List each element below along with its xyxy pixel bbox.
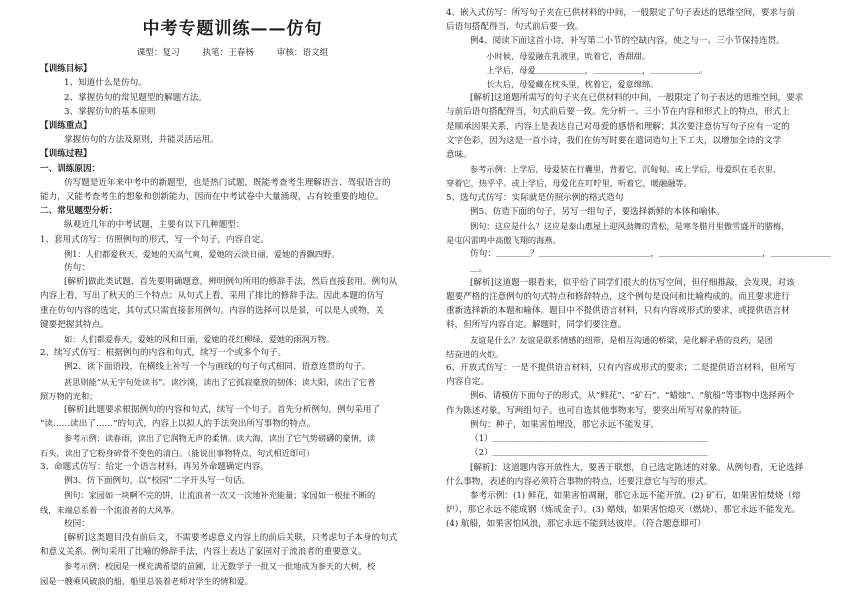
right-text-line: 仿句：＿＿＿＿？＿＿＿＿＿＿＿＿＿＿＿＿＿，＿＿＿＿＿＿＿＿＿＿＿＿，＿＿＿＿＿＿＿＿。 (470, 249, 831, 274)
left-text-line: 【训练过程】 (40, 149, 92, 160)
left-text-line: 掌握仿句的方法及原则，并能灵活运用。 (64, 135, 219, 146)
right-text-line: （2）＿＿＿＿＿＿＿＿＿＿＿＿＿＿＿＿＿＿＿＿＿＿＿＿＿ (470, 448, 708, 459)
lesson-reviewer: 审核：语文组 (276, 48, 329, 58)
lesson-teacher: 执笔：王春杨 (202, 48, 254, 58)
right-text-line: 4、嵌入式仿写：所写句子夹在已供材料的中间，一般限定了句子表达的思维空间，要求与前 (446, 8, 796, 18)
left-text-line: 重在仿句内容的选定，其句式只需直接套用例句。内容的选择可以是景，可以是人或物，关 (40, 305, 384, 316)
left-text-line: 仿句： (64, 263, 90, 274)
left-text-line: 1、知道什么是仿句。 (64, 78, 147, 89)
page-title: 中考专题训练——仿句 (142, 19, 323, 39)
right-text-line: 什么事物，表述的内容必须符合事物的特点，还要注意它与写的形式。 (446, 476, 713, 487)
left-text-line: 校园： (64, 518, 90, 529)
right-text-line: 文字色彩，因为这是一首小诗，我们在仿写时要在遣词造句上下工夫，以增加全诗的文学 (446, 135, 782, 146)
right-text-line: 与前后语句搭配得当，句式前后要一致。先分析一、三小节在内容和形式上的特点，形式上 (446, 107, 790, 118)
left-text-line: 甚思则能“从无字句处读书”。读沙漠，读出了它孤寂豪放的韧体；读大阳，读出了它普 (64, 376, 376, 387)
right-text-line: 5、选句式仿写：实际就是仿照示例的格式造句 (446, 192, 624, 203)
left-text-line: 线，末端总系着一个流浪者的大风筝。 (40, 504, 180, 515)
left-text-line: 3、掌握仿句的基本原则 (64, 106, 156, 117)
right-text-line: 例句：这应是什么？这应是泰山惠屋上迎风劲舞的青松，是寒冬腊月里傲雪盛开的腊梅， (470, 221, 790, 232)
right-text-line: 穿着它，热乎乎。或上学后，母爱化在叮咛里，听着它，暖融融等。 (446, 178, 692, 189)
right-text-line: 料，但所写内容自定。解题时，同学们要注意。 (446, 320, 627, 331)
right-text-line: 结奋进的火炬。 (446, 348, 504, 359)
right-text-line: 作为陈述对象，写两组句子。也可自选其他事物来写，要突出所写对象的特征。 (446, 405, 747, 416)
left-text-line: 园是一艘乘风破浪的船，船里总装着老师对学生的情和爱。 (40, 575, 253, 586)
left-text-line: [解析]此题要求根据例句的内容和句式，续写一个句子。首先分析例句，例句采用了 (64, 405, 381, 416)
left-text-line: 键要把握其特点。 (40, 319, 109, 330)
left-text-line: 石头，读出了它粉身碎骨不变色的清白。（能说出事物特点，句式相近即可） (40, 447, 315, 458)
left-text-line: 和意义关系。例句采用了比喻的修辞手法，内容上表达了家园对于流浪者的重要意义。 (40, 547, 367, 558)
left-text-line: 例3、仿下面例句，以“校园”二字开头写一句话。 (64, 476, 251, 487)
lesson-type: 课型：复习 (136, 48, 180, 58)
right-text-line: 后语句搭配得当，句式前后要一致。 (446, 22, 584, 33)
right-text-line: 是顺承因果关系，内容上是表达自己对母爱的感悟和理解；其次要注意仿写句子应有一定的 (446, 121, 790, 132)
right-text-line: 例5、仿造下面的句子，另写一组句子，要选择新鲜的本体和喻体。 (470, 206, 725, 217)
right-text-line: 小时候，母爱融在乳液里，吮着它，香甜甜。 (470, 50, 651, 61)
right-text-line: 重新选择新的本题和喻体。题目中不提供语言材料，只有内容或形式的要求，或提供语言材 (446, 306, 790, 317)
left-text-line: 【训练目标】 (40, 64, 92, 75)
right-text-line: 参考示例：上学后，母爱装在行囊里，背着它，沉甸甸。或上学后，母爱织在毛衣里， (470, 164, 782, 175)
left-text-line: [解析]做此类试题，首先要明确题意，辨明例句所用的修辞手法，然后直接套用。例句从 (64, 277, 398, 288)
right-text-line: （1）＿＿＿＿＿＿＿＿＿＿＿＿＿＿＿＿＿＿＿＿＿＿＿＿＿ (470, 434, 708, 445)
right-text-line: 6、开放式仿写：一是不提供语言材料，只有内容或形式的要求；二是提供语言材料，但所写 (446, 363, 796, 374)
left-text-line: 2、续写式仿写：根据例句的内容和句式，续写一个或多个句子。 (40, 348, 287, 359)
left-text-line: “读……读出了……”的句式，内容上以拟人的手法突出所写事物的特点。 (40, 419, 316, 430)
right-text-body (446, 6, 838, 532)
left-text-line: [解析]这类题目没有前后文，不需要考虑意义内容上的前后关联，只考虑句子本身的句式 (64, 532, 398, 543)
right-text-line: [解析]这道题一眼看来，似乎给了同学们很大的仿写空间，但仔细推敲，会发现，对该 (470, 277, 795, 288)
right-text-line: 友谊是什么？友谊是联系情感的纽带，是相互沟通的桥梁，是化解矛盾的良药，是团 (470, 334, 773, 345)
right-text-line: 炉），那它永远不能成钢（炼成金子）。(3) 蜡烛，如果害怕熄灭（燃烧），那它永远不能发光。 (446, 505, 801, 516)
left-text-line: 如：人们都爱春天，爱她的风和日丽，爱她的花红柳绿，爱她的雨润万物。 (64, 334, 335, 345)
left-text-line: 3、命题式仿写：给定一个语言材料，再另外命题确定内容。 (40, 461, 269, 472)
left-column (40, 46, 425, 588)
right-text-line: 内容自定。 (446, 377, 489, 388)
left-text-line: 照万物的光和； (40, 390, 98, 401)
left-text-line: 例1：人们都爱秋天，爱她的天高气爽，爱她的云淡日丽，爱她的香飘四野。 (64, 248, 340, 259)
right-text-line: 题要严格的注意例句的句式特点和修辞特点，这个例句是设问和比喻构成的。而且要求进行 (446, 292, 790, 303)
right-text-line: 参考示例：(1) 鲜花，如果害怕凋谢，那它永远不能开放。(2) 矿石，如果害怕焚烧（熔 (470, 490, 801, 501)
right-text-line: 意味。 (446, 150, 472, 161)
left-text-line: 1、套用式仿写：仿照例句的形式，写一个句子，内容自定。 (40, 234, 269, 245)
left-text-line: 例句：家园如一块啊不完的饼，让流浪者一次又一次地补充能量；家园如一根扯不断的 (64, 490, 376, 501)
right-text-line: 是屯闪雷鸣中高傲飞翔的海燕。 (446, 235, 561, 246)
left-text-line: 例2、读下面语段，在横线上补写一个与画线的句子句式相同、语意连贯的句子。 (64, 362, 371, 373)
right-text-line: 例句：种子，如果害怕埋没，那它永远不能发芽。 (470, 419, 660, 430)
left-text-line: 【训练重点】 (40, 121, 92, 132)
right-text-line: 例4、阅读下面这首小诗，补写第二小节的空缺内容，使之与一、三小节保持连贯。 (470, 36, 785, 47)
left-text-line: 能力，又能考查考生的想象和创新能力，因而在中考试卷中大量涌现，占有较重要的地位。 (40, 192, 384, 203)
left-text-line: 二、常见题型分析： (40, 206, 118, 217)
right-text-line: 长大后，母爱藏在枕头里，枕着它，爱意绵绵。 (470, 79, 659, 90)
left-text-line: 参考示例：读春雨，读出了它润物无声的柔情。读大海，读出了它气势磅礴的豪情，读 (64, 433, 376, 444)
left-text-line: 参考示例：校园是一棵充满希望的苗圃，让无数学子一批又一批地成为参天的大树，校 (64, 561, 376, 572)
lesson-meta (40, 46, 425, 60)
left-text-line: 仿写题是近年来中考中的新题型，也是热门试题，既能考查考生理解语言、驾驭语言的 (64, 177, 391, 188)
right-text-line: 例6、请模仿下面句子的形式，从“鲜花”、“矿石”、“蜡烛”、“航船”等事物中选择两个 (470, 391, 795, 402)
right-text-line: 上学后，母爱＿＿＿＿＿＿，＿＿＿＿＿＿，＿＿＿＿＿＿。 (470, 64, 708, 75)
right-column (446, 6, 838, 532)
left-text-line: 纵观近几年的中考试题，主要有以下几种题型： (64, 220, 245, 231)
left-text-body (40, 62, 425, 588)
left-text-line: 一、训练原因： (40, 163, 101, 174)
left-text-line: 2、掌握仿句的常见题型的解题方法。 (64, 92, 207, 103)
right-text-line: [解析]：这道题内容开放性大，要善于联想，自己选定陈述的对象。从例句看，无论选择 (470, 462, 804, 473)
left-text-line: 内容上看，写出了秋天的三个特点；从句式上看，采用了排比的修辞手法。因此本题的仿写 (40, 291, 384, 302)
right-text-line: [解析]这道题所需写的句子夹在已供材料的中间，一般限定了句子表达的思维空间，要求 (470, 93, 804, 104)
right-text-line: (4) 航船，如果害怕风浪，那它永远不能到达彼岸。（符合题意即可） (446, 519, 706, 530)
